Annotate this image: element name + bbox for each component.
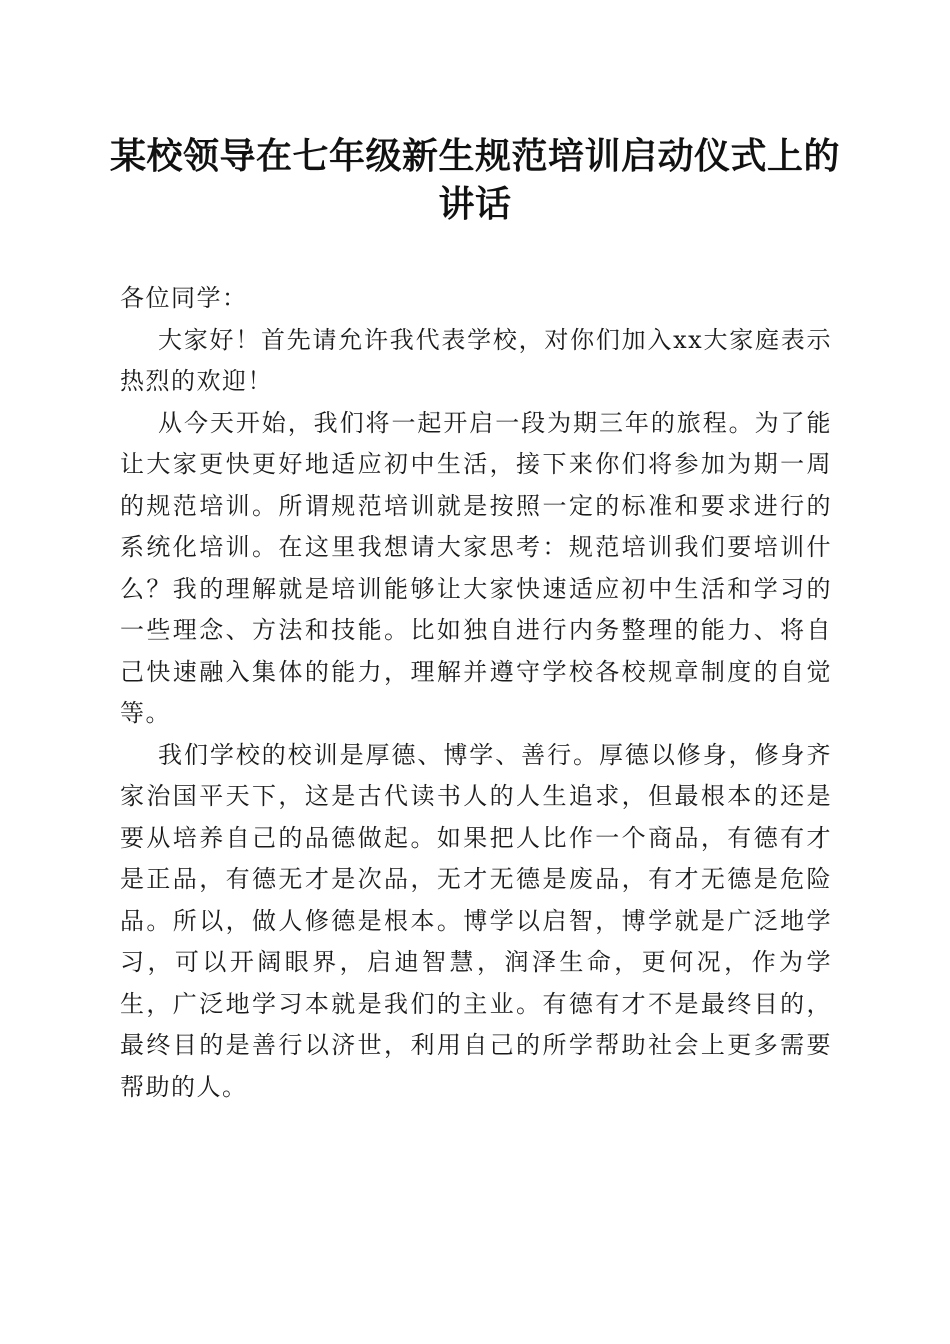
document-body [120, 278, 832, 1108]
paragraph-training: 从今天开始，我们将一起开启一段为期三年的旅程。为了能让大家更快更好地适应初中生活，接下来你们将参加为期一周的规范培训。所谓规范培训就是按照一定的标准和要求进行的系统化培训。在这里我想请大家思考：规范培训我们要培训什么？我的理解就是培训能够让大家快速适应初中生活和学习的一些理念、方法和技能。比如独自进行内务整理的能力、将自己快速融入集体的能力，理解并遵守学校各校规章制度的自觉等。 [120, 408, 832, 727]
salutation: 各位同学： [120, 284, 248, 312]
paragraph-welcome: 大家好！首先请允许我代表学校，对你们加入xx大家庭表示热烈的欢迎！ [120, 325, 832, 395]
document-title: 某校领导在七年级新生规范培训启动仪式上的讲话 [109, 135, 840, 225]
paragraph-school-motto: 我们学校的校训是厚德、博学、善行。厚德以修身，修身齐家治国平天下，这是古代读书人的人生追求，但最根本的还是要从培养自己的品德做起。如果把人比作一个商品，有德有才是正品，有德无才是次品，无才无德是废品，有才无德是危险品。所以，做人修德是根本。博学以启智，博学就是广泛地学习，可以开阔眼界，启迪智慧，润泽生命，更何况，作为学生，广泛地学习本就是我们的主业。有德有才不是最终目的，最终目的是善行以济世，利用自己的所学帮助社会上更多需要帮助的人。 [120, 740, 832, 1101]
